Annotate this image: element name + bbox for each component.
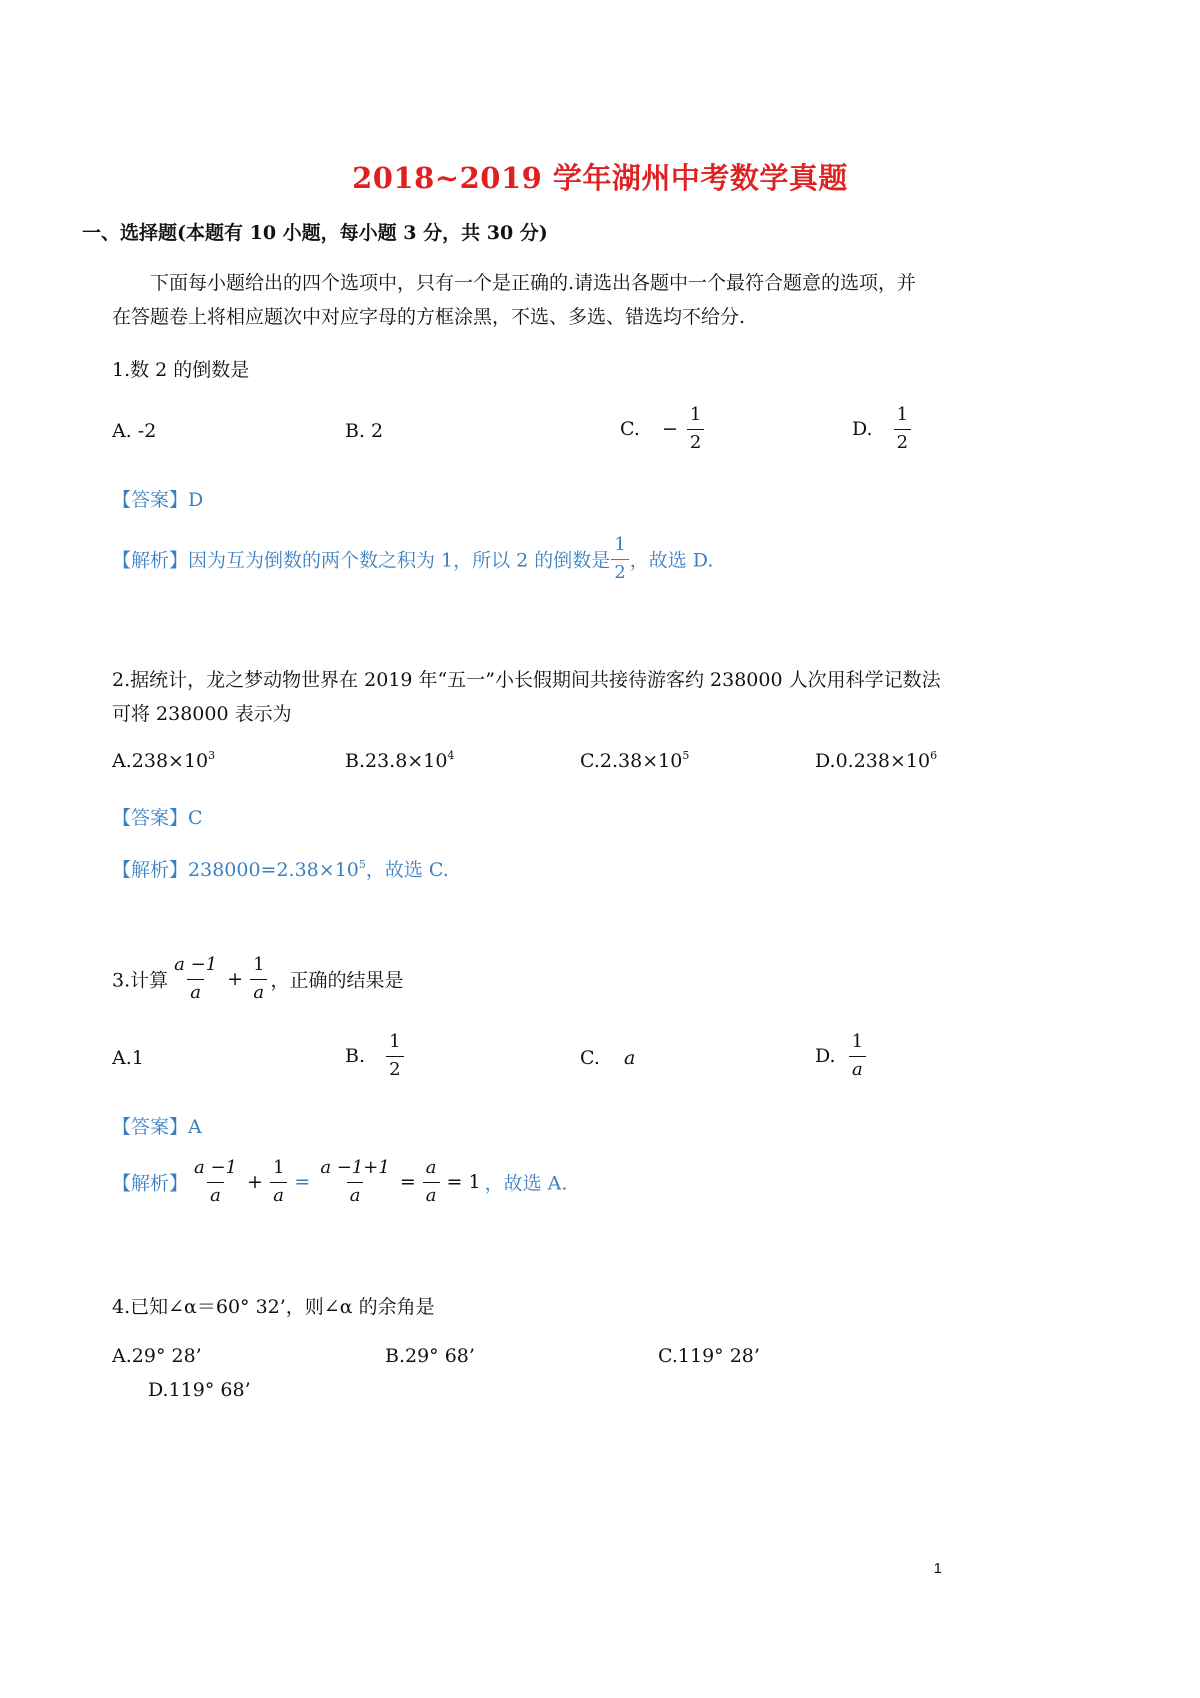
- q3-answer: [112, 1112, 202, 1139]
- q1-analysis: [112, 534, 713, 584]
- q4-option-c: C.119° 28’: [658, 1345, 760, 1367]
- q2-stem-line-1: 2.据统计，龙之梦动物世界在 2019 年“五一”小长假期间共接待游客约 238000 人次用科学记数法: [112, 669, 941, 691]
- option-label: C.: [580, 1047, 600, 1069]
- denominator: 2: [894, 429, 911, 455]
- q1-answer: [112, 485, 203, 512]
- q2-option-c: [580, 750, 689, 772]
- fraction: [317, 1157, 393, 1207]
- numerator: 1: [851, 1031, 864, 1052]
- q2-option-b: [345, 750, 454, 772]
- denominator: a: [270, 1182, 287, 1208]
- numerator: a −1+1: [320, 1157, 390, 1178]
- option-label: C.: [620, 418, 640, 440]
- denominator: a: [207, 1182, 224, 1208]
- exponent: 3: [208, 749, 216, 762]
- q3-stem: [112, 954, 404, 1004]
- q2-answer: [112, 803, 203, 830]
- analysis-tag: 【解析】: [112, 549, 189, 572]
- analysis-tail: ，故选 D.: [629, 549, 714, 572]
- fraction: [270, 1157, 287, 1207]
- answer-value: A: [188, 1116, 202, 1138]
- denominator: a: [347, 1182, 364, 1208]
- option-label: D.: [852, 418, 873, 440]
- q2-stem-line-2: 可将 238000 表示为: [112, 703, 292, 725]
- plus-sign: +: [227, 968, 244, 990]
- exponent: 5: [682, 749, 690, 762]
- fraction: [849, 1031, 866, 1081]
- fraction: [894, 404, 911, 454]
- q4-option-d: D.119° 68’: [148, 1379, 251, 1401]
- q1-stem: 1.数 2 的倒数是: [112, 359, 250, 381]
- q1-option-a: A. -2: [112, 420, 157, 442]
- denominator: 2: [687, 429, 704, 455]
- answer-tag: 【答案】: [112, 1116, 189, 1138]
- q3-option-d: [815, 1031, 869, 1081]
- q3-analysis: [112, 1157, 567, 1207]
- fraction: [171, 954, 220, 1004]
- plus-sign: +: [247, 1171, 263, 1193]
- exponent: 5: [358, 858, 366, 871]
- exponent: 6: [930, 749, 938, 762]
- equals-result: = 1: [446, 1171, 481, 1193]
- fraction: [386, 1031, 403, 1081]
- q2-option-d: [815, 750, 937, 772]
- answer-tag: 【答案】: [112, 807, 189, 829]
- answer-value: D: [188, 489, 204, 511]
- fraction: [423, 1157, 440, 1207]
- q4-stem: 4.已知∠α＝60° 32’，则∠α 的余角是: [112, 1296, 435, 1318]
- numerator: 1: [272, 1157, 285, 1178]
- q4-option-a: A.29° 28’: [112, 1345, 202, 1367]
- option-text: A.238×10: [112, 750, 209, 772]
- denominator: a: [250, 979, 267, 1005]
- denominator: 2: [611, 559, 628, 585]
- numerator: a −1: [174, 954, 218, 975]
- q1-option-d: [852, 404, 914, 454]
- numerator: a: [425, 1157, 437, 1178]
- option-text: B.23.8×10: [345, 750, 448, 772]
- denominator: a: [849, 1056, 866, 1082]
- answer-value: C: [188, 807, 203, 829]
- instructions-line-2: 在答题卷上将相应题次中对应字母的方框涂黑，不选、多选、错选均不给分.: [112, 306, 746, 328]
- fraction: [611, 534, 628, 584]
- q2-analysis: [112, 855, 449, 882]
- q2-option-a: [112, 750, 215, 772]
- exponent: 4: [447, 749, 455, 762]
- q4-option-b: B.29° 68’: [385, 1345, 475, 1367]
- analysis-tag: 【解析】: [112, 1172, 189, 1195]
- minus-sign: −: [661, 418, 678, 440]
- equals-sign: =: [399, 1171, 416, 1193]
- stem-suffix: ，正确的结果是: [270, 969, 404, 992]
- option-text: D.0.238×10: [815, 750, 931, 772]
- denominator: a: [187, 979, 204, 1005]
- denominator: a: [423, 1182, 440, 1208]
- analysis-tail: ，故选 A.: [484, 1172, 568, 1195]
- q1-option-c: [620, 404, 707, 454]
- instructions-line-1: 下面每小题给出的四个选项中，只有一个是正确的.请选出各题中一个最符合题意的选项，并: [150, 272, 917, 294]
- analysis-tag: 【解析】: [112, 859, 189, 881]
- option-label: B.: [345, 1045, 366, 1067]
- numerator: a −1: [194, 1157, 238, 1178]
- analysis-text: 因为互为倒数的两个数之积为 1，所以 2 的倒数是: [188, 549, 611, 572]
- q1-option-b: B. 2: [345, 420, 384, 442]
- numerator: 1: [389, 1031, 401, 1052]
- option-label: D.: [815, 1045, 836, 1067]
- fraction: [687, 404, 704, 454]
- denominator: 2: [386, 1056, 403, 1082]
- numerator: 1: [253, 954, 265, 975]
- q3-option-c: [580, 1047, 635, 1069]
- option-value: a: [623, 1047, 636, 1069]
- fraction: [191, 1157, 240, 1207]
- stem-prefix: 3.计算: [112, 969, 169, 992]
- answer-tag: 【答案】: [112, 489, 189, 511]
- q3-option-a: A.1: [112, 1047, 144, 1069]
- section-heading: 一、选择题(本题有 10 小题，每小题 3 分，共 30 分): [82, 222, 548, 244]
- page-title: 2018~2019 学年湖州中考数学真题: [352, 161, 848, 195]
- option-text: C.2.38×10: [580, 750, 683, 772]
- q3-option-b: [345, 1031, 407, 1081]
- analysis-tail: ，故选 C.: [365, 859, 449, 881]
- analysis-text: 238000=2.38×10: [188, 859, 359, 881]
- numerator: 1: [614, 534, 626, 555]
- fraction: [250, 954, 267, 1004]
- equals-sign: =: [294, 1171, 311, 1193]
- page-number: 1: [933, 1560, 942, 1577]
- numerator: 1: [896, 404, 909, 425]
- numerator: 1: [689, 404, 702, 425]
